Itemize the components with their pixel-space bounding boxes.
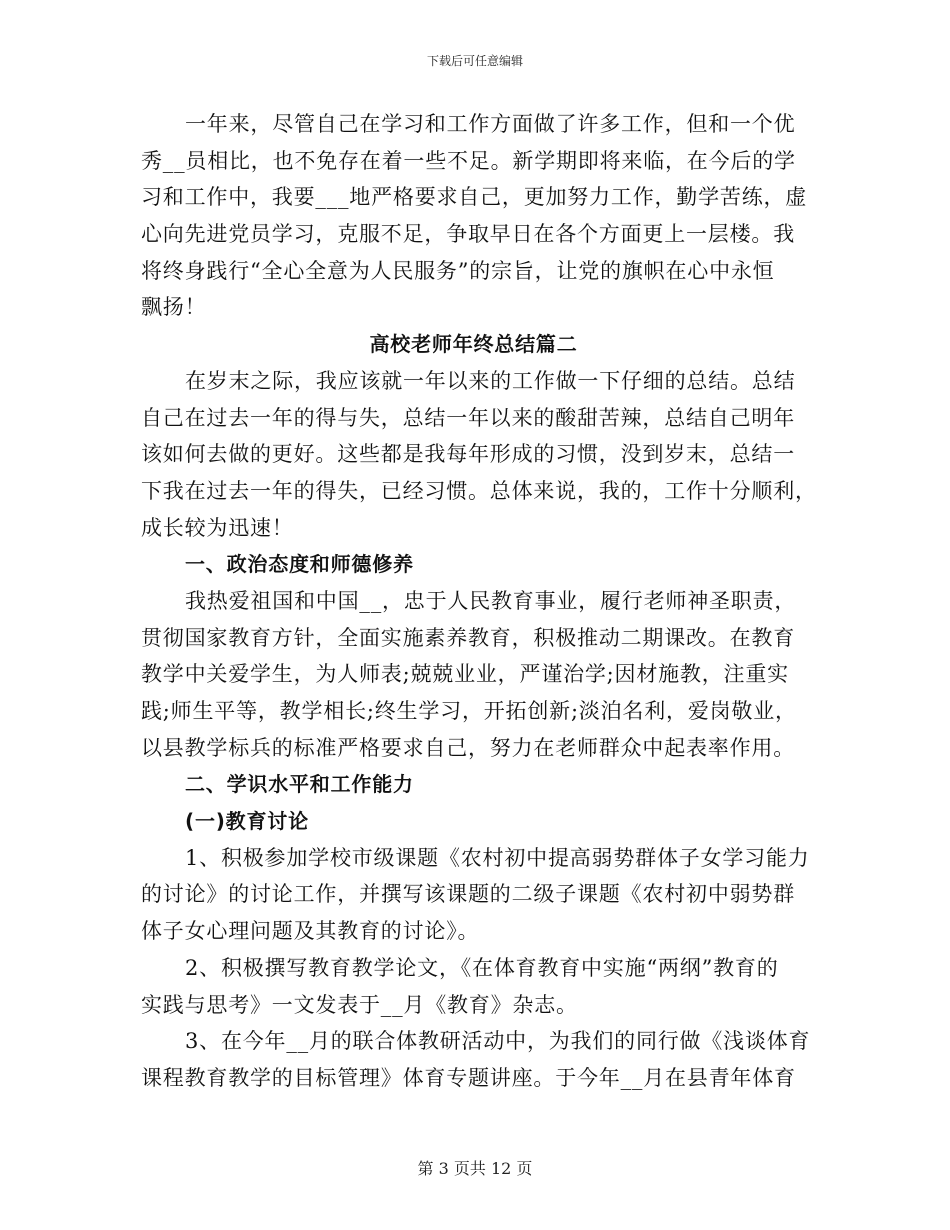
text-line: 心向先进党员学习，克服不足，争取早日在各个方面更上一层楼。我 xyxy=(141,222,795,247)
text-line: 3、在今年__月的联合体教研活动中，为我们的同行做《浅谈体育 xyxy=(185,1029,811,1054)
text-line: 以县教学标兵的标准严格要求自己，努力在老师群众中起表率作用。 xyxy=(141,735,795,760)
text-line: 下我在过去一年的得失，已经习惯。总体来说，我的，工作十分顺利， xyxy=(141,478,817,503)
text-line: 一年来，尽管自己在学习和工作方面做了许多工作，但和一个优 xyxy=(185,112,796,136)
text-line: 贯彻国家教育方针，全面实施素养教育，积极推动二期课改。在教育 xyxy=(141,625,795,650)
text-line: 践;师生平等，教学相长;终生学习，开拓创新;淡泊名利，爱岗敬业， xyxy=(141,699,797,723)
text-line: 自己在过去一年的得与失，总结一年以来的酸甜苦辣，总结自己明年 xyxy=(141,405,795,430)
text-line: 我热爱祖国和中国__，忠于人民教育事业，履行老师神圣职责， xyxy=(185,588,797,613)
text-line: 在岁末之际，我应该就一年以来的工作做一下仔细的总结。总结 xyxy=(185,368,796,393)
section-heading: 高校老师年终总结篇二 xyxy=(369,332,578,357)
section-heading: 二、学识水平和工作能力 xyxy=(185,772,414,797)
text-line: 秀__员相比，也不免存在着一些不足。新学期即将来临，在今后的学 xyxy=(141,148,796,173)
text-line: 1、积极参加学校市级课题《农村初中提高弱势群体子女学习能力 xyxy=(185,845,810,870)
text-line: 习和工作中，我要___地严格要求自己，更加努力工作，勤学苦练，虚 xyxy=(141,185,808,210)
text-line: 实践与思考》一文发表于__月《教育》杂志。 xyxy=(141,992,578,1017)
text-line: 成长较为迅速！ xyxy=(141,515,294,540)
text-line: 飘扬！ xyxy=(141,295,207,320)
text-line: 体子女心理问题及其教育的讨论》。 xyxy=(141,919,480,944)
document-body xyxy=(141,106,817,1097)
page-header: 下载后可任意编辑 xyxy=(426,54,523,68)
text-line: 该如何去做的更好。这些都是我每年形成的习惯，没到岁末，总结一 xyxy=(141,442,795,467)
text-line: 课程教育教学的目标管理》体育专题讲座。于今年__月在县青年体育 xyxy=(141,1065,796,1090)
text-line: 2、积极撰写教育教学论文，《在体育教育中实施“两纲”教育的 xyxy=(185,955,779,980)
text-line: 的讨论》的讨论工作，并撰写该课题的二级子课题《农村初中弱势群 xyxy=(141,882,795,907)
section-heading: (一)教育讨论 xyxy=(185,809,309,834)
text-line: 教学中关爱学生，为人师表;兢兢业业，严谨治学;因材施教，注重实 xyxy=(141,662,789,687)
section-heading: 一、政治态度和师德修养 xyxy=(185,552,414,577)
text-line: 将终身践行“全心全意为人民服务”的宗旨，让党的旗帜在心中永恒 xyxy=(141,258,775,283)
page-footer: 第 3 页共 12 页 xyxy=(417,1159,533,1178)
